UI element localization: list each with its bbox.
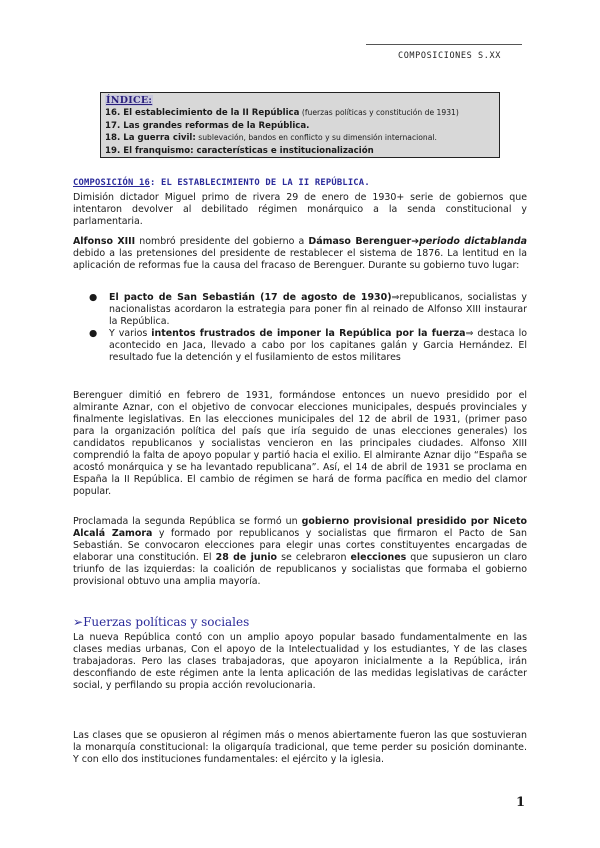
section-heading: ➢Fuerzas políticas y sociales	[73, 615, 250, 629]
bullet-icon: ●	[89, 292, 98, 303]
header-title: COMPOSICIONES S.XX	[398, 51, 501, 61]
index-item[interactable]: 18. La guerra civil: sublevación, bandos en conflicto y su dimensión internacional.	[105, 133, 437, 144]
paragraph-1: Dimisión dictador Miguel primo de rivera 29 de enero de 1930+ serie de gobiernos que intentaron devolver al debilitado régimen monárquico a la senda constitucional y parlamentaria.	[73, 192, 527, 228]
index-box	[100, 92, 500, 158]
arrow-bullet-icon: ➢	[73, 615, 84, 629]
header-rule	[366, 44, 522, 45]
list-item: ● El pacto de San Sebastián (17 de agosto de 1930)⇒republicanos, socialistas y nacionalistas acordaron la estrategia para poner fin al reinado de Alfonso XIII instaurar la República.	[89, 292, 527, 328]
paragraph-3: Berenguer dimitió en febrero de 1931, formándose entonces un nuevo presidido por el almirante Aznar, con el objetivo de convocar elecciones municipales, después provinciales y finalmente legislativas. En las elecciones municipales del 12 de abril de 1931, (primer paso para la organización política del país que iría seguido de unas elecciones generales) los candidatos republicanos y socialistas vencieron en las principales ciudades. Alfonso XIII comprendió la falta de apoyo popular y partió hacia el exilio. El almirante Aznar dijo “España se acostó monárquica y se ha levantado republicana”. Así, el 14 de abril de 1931 se proclama en España la II República. El cambio de régimen se hará de forma pacífica en medio del clamor popular.	[73, 390, 527, 498]
paragraph-2: Alfonso XIII nombró presidente del gobierno a Dámaso Berenguer➔periodo dictablanda debido a las pretensiones del presidente de restablecer el sistema de 1876. La lentitud en la aplicación de reformas fue la causa del fracaso de Berenguer. Durante su gobierno tuvo lugar:	[73, 236, 527, 272]
paragraph-5: La nueva República contó con un amplio apoyo popular basado fundamentalmente en las clases medias urbanas, Con el apoyo de la Intelectualidad y los estudiantes, Y de las clases trabajadoras. Pero las clases trabajadoras, que apoyaron inicialmente a la República, irán desconfiando de este régimen ante la lenta aplicación de las medidas legislativas de carácter social, y perfilando su propia acción revolucionaria.	[73, 632, 527, 692]
index-item[interactable]: 17. Las grandes reformas de la República.	[105, 120, 310, 131]
page-number: 1	[516, 795, 526, 810]
bullet-list	[73, 292, 527, 364]
index-item[interactable]: 16. El establecimiento de la II República (fuerzas políticas y constitución de 1931)	[105, 108, 459, 119]
paragraph-6: Las clases que se opusieron al régimen más o menos abiertamente fueron las que sostuvieran la monarquía constitucional: la oligarquía tradicional, que teme perder su posición dominante. Y con ello dos instituciones fundamentales: el ejército y la iglesia.	[73, 730, 527, 766]
bullet-icon: ●	[89, 328, 98, 340]
paragraph-4: Proclamada la segunda República se formó un gobierno provisional presidido por Niceto Alcalá Zamora y formado por republicanos y socialistas que firmaron el Pacto de San Sebastián. Se convocaron elecciones para elegir unas cortes constituyentes encargadas de elaborar una constitución. El 28 de junio se celebraron elecciones que supusieron un claro triunfo de las izquierdas: la coalición de republicanos y socialistas que formaba el gobierno provisional obtuvo una amplia mayoría.	[73, 516, 527, 588]
list-item: ● Y varios intentos frustrados de imponer la República por la fuerza⇒ destaca lo acontecido en Jaca, llevado a cabo por los capitanes galán y Garcia Hernández. El resultado fue la detención y el fusilamiento de estos militares	[89, 328, 527, 364]
index-title: ÍNDICE:	[106, 95, 153, 106]
index-item[interactable]: 19. El franquismo: características e institucionalización	[105, 145, 374, 156]
composition-title: COMPOSICIÓN 16: EL ESTABLECIMIENTO DE LA II REPÚBLICA.	[73, 178, 370, 188]
